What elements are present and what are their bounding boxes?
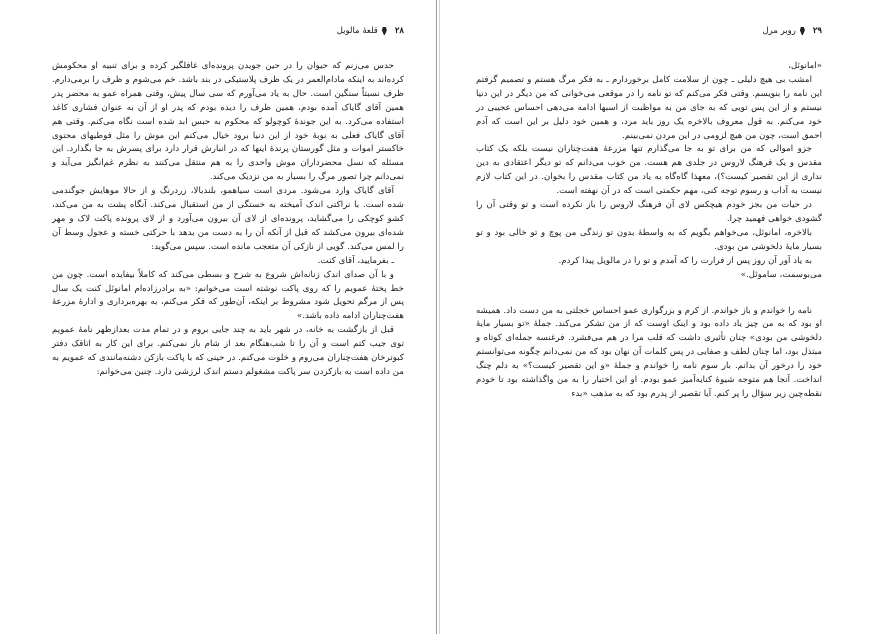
left-paragraph-2: آقای گایاک وارد می‌شود. مردی است سیاهمو، بلندبالا، زردرنگ و از حالا موهایش جوگندمی شده است. با نراکتی اندک آمیخته به خستگی از من استقبال می‌کند. آنگاه پشت به من می‌کند، کشو کوچکی را می‌گشاید، پرونده‌ای از لای آن بیرون می‌آورد و از لای پرونده پاکت لاک و مهر شده‌ای بیرون می‌کشد که قبل از آنکه آن را به دست من بدهد با حرکتی خسته و عجول وسط آن را لمس می‌کند. گویی از نازکی آن متعجب مانده است. سپس می‌گوید:	[52, 186, 404, 252]
ornament-icon	[382, 27, 387, 35]
right-paragraph-salutation: «امانوئل،	[788, 61, 822, 71]
right-paragraph-2: امشب بی هیچ دلیلی ـ چون از سلامت کامل برخوردارم ـ به فکر مرگ هستم و تصمیم گرفتم این نامه را بنویسم. وقتی فکر می‌کنم که تو نامه را در موقعی می‌خوانی که من دیگر در این دنیا نیستم و از این پس تویی که به جای من به مواظبت از اسبها ادامه می‌دهی احساس عجیبی در خود می‌کنم. به قول معروف بالاخره یک روز باید مرد، و همین خود دلیل بر این است که آدم احمق است، چون من هیچ لزومی در این مردن نمی‌بینم.	[476, 74, 822, 141]
right-paragraph-6: به یاد آور آن روز پس از فرارت را که آمدم و تو را در مالویل پیدا کردم.	[558, 255, 812, 266]
right-paragraph-8: نامه را خواندم و باز خواندم. از کرم و بزرگواری عمو احساس خجلتی به من دست داد. همیشه او بود که به من چیز یاد داده بود و اینک اوست که از من تشکر می‌کند. جملهٔ «تو بسیار مایهٔ دلخوشی من بودی» چنان تأثیری داشت که قلب مرا در هم می‌فشرد. فرغنسه جمله‌ای کوتاه و مبتذل بود، اما چنان لطف و صفایی در پس کلمات آن نهان بود که من نمی‌دانم چگونه می‌توانستم خود را درخور آن بدانم. بار سوم نامه را خواندم و جملهٔ «و این تقصیر کیست؟» به دلم چنگ انداخت. آنجا هم متوجه شیوهٔ کنایه‌آمیز عمو بودم. او این اختیار را به من واگذاشته بود تا خودم نقطه‌چین زیر سؤال را پر کنم. آیا تقصیر از پدرم بود که به مذهب «بدء	[476, 305, 822, 399]
right-page	[436, 0, 872, 634]
left-paragraph-5: قبل از بازگشت به خانه، در شهر باید به چند جایی بروم و در تمام مدت بعدازظهر نامهٔ عمویم توی جیب کتم است و آن را تا شب‌هنگام بعد از شام باز نمی‌کنم. برای این کار به اتاقک دفتر کبوترخان هفت‌چناران می‌روم و خلوت می‌کنم. در حینی که با پاکت بازکن دشنه‌مانندی که عمویم به من داده است به بازکردن سر پاکت مشغولم دستم اندک لرزشی دارد. چنین می‌خوانم:	[52, 325, 404, 377]
left-page	[0, 0, 436, 634]
left-paragraph-1: حدس می‌زنم که حیوان را در حین جویدن پرونده‌ای غافلگیر کرده و برای تنبیه او محکومش کرده‌اند به اینکه مادام‌العمر در یک ظرف پلاستیکی در بند باشد. خم می‌شوم و ظرف را برمی‌دارم. ظرف نسبتاً سنگین است. حال به یاد می‌آورم که سی سال پیش، وقتی همراه عمو به محضر پدر همین آقای گایاک آمده بودم، همین ظرف را دیده بودم که پدر او از آن به عنوان فشاری کاغذ استفاده می‌کرد. به این جوندهٔ کوچولو که محکوم به حبس ابد شده است نگاه می‌کنم. وقتی هم آقای گایاک فعلی به نوبهٔ خود از این دنیا برود خیال می‌کنم این موش را مثل فوطیهای محتوی خاکستر اموات و مثل گورستان پرندهٔ اینها که در انبارش قرار دارد برای پسرش به جا بگذارد. این مسئله که نسل محضرداران موش واحدی را به هم منتقل می‌کنند به نظرم غم‌انگیز می‌آید و نمی‌دانم چرا تصور مرگ را بسیار به من نزدیک می‌کند.	[52, 61, 404, 183]
right-paragraph-3: جزو اموالی که من برای تو به جا می‌گذارم تنها مزرعهٔ هفت‌چناران نیست بلکه یک کتاب مقدس و یک فرهنگ لاروس در جلدی هم هست. من خوب می‌دانم که تو دیگر اعتقادی به دین نداری از این تقصیر کیست؟)، معهذا گاه‌گاه به یاد من کتاب مقدس را بخوان. در این کتاب لازم نیست به آداب و رسوم توجه کنی، مهم حکمتی است که در آن نهفته است.	[476, 144, 822, 197]
section-break	[476, 283, 822, 305]
right-page-number: ۲۹	[812, 26, 822, 36]
right-paragraph-5: بالاخره، امانوئل، می‌خواهم بگویم که به واسطهٔ بدون تو زندگی من پوچ و تو خالی بود و تو بسیار مایهٔ دلخوشی من بودی.	[476, 227, 822, 252]
right-page-running-title: روبر مرل	[762, 26, 796, 36]
right-paragraph-signature: می‌بوسمت، ساموئل.»	[740, 269, 822, 280]
left-paragraph-3: ـ بفرمایید، آقای کنت.	[317, 255, 394, 266]
left-paragraph-4: و با آن صدای اندک زنانه‌اش شروع به شرح و بسطی می‌کند که کاملاً بیفایده است. چون من خط پختهٔ عمویم را که روی پاکت نوشته است می‌خوانم: «به برادرزاده‌ام امانوئل کنت یک سال پس از مرگم تحویل شود مشروط بر اینکه، آن‌طور که فکر می‌کنم، به بهره‌برداری و ادارهٔ مزرعهٔ هفت‌چناران ادامه داده باشد.»	[52, 269, 404, 322]
left-page-header	[52, 24, 404, 38]
right-paragraph-4: در حیات من بجز خودم هیچکس لای آن فرهنگ لاروس را باز نکرده است و تو وقتی آن را گشودی خواهی فهمید چرا.	[476, 200, 822, 224]
ornament-icon	[800, 27, 805, 35]
left-page-running-title: قلعهٔ مالویل	[336, 26, 378, 36]
right-page-header	[476, 24, 822, 38]
left-page-number: ۲۸	[394, 26, 404, 36]
